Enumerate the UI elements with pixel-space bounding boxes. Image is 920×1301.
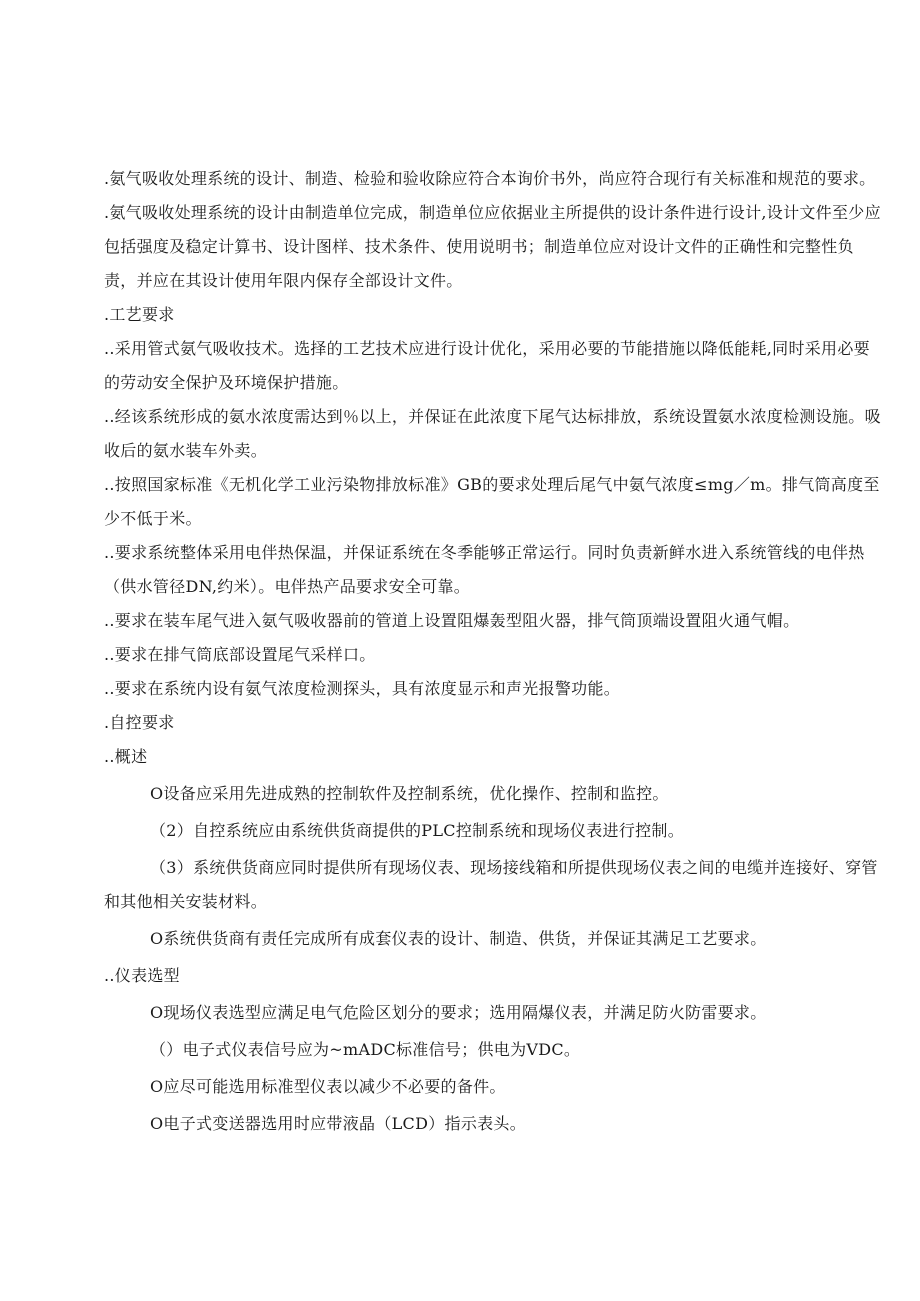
paragraph-gas-detector: ..要求在系统内设有氨气浓度检测探头，具有浓度显示和声光报警功能。: [104, 679, 621, 698]
paragraph-design-responsibility: .氨气吸收处理系统的设计由制造单位完成，制造单位应依据业主所提供的设计条件进行设计,设计文件至少应包括强度及稳定计算书、设计图样、技术条件、使用说明书；制造单位应对设计文件的正确性和完整性负责，并应在其设计使用年限内保存全部设计文件。: [104, 203, 881, 290]
paragraph-electric-tracing: ..要求系统整体采用电伴热保温，并保证系统在冬季能够正常运行。同时负责新鲜水进入系统管线的电伴热（供水管径DN,约米）。电伴热产品要求安全可靠。: [104, 543, 865, 596]
paragraph-explosion-proof: O现场仪表选型应满足电气危险区划分的要求；选用隔爆仪表，并满足防火防雷要求。: [150, 1003, 767, 1022]
paragraph-sampling-port: ..要求在排气筒底部设置尾气采样口。: [104, 645, 376, 664]
paragraph-plc-control: （2）自控系统应由系统供货商提供的PLC控制系统和现场仪表进行控制。: [150, 821, 685, 840]
paragraph-tube-absorption: ..采用管式氨气吸收技术。选择的工艺技术应进行设计优化，采用必要的节能措施以降低能耗,同时采用必要的劳动安全保护及环境保护措施。: [104, 339, 870, 392]
heading-instrument-selection: ..仪表选型: [104, 966, 180, 985]
paragraph-flame-arrester: ..要求在装车尾气进入氨气吸收器前的管道上设置阻爆轰型阻火器，排气筒顶端设置阻火通气帽。: [104, 611, 800, 630]
heading-overview: ..概述: [104, 747, 148, 766]
paragraph-general-standards: .氨气吸收处理系统的设计、制造、检验和验收除应符合本询价书外，尚应符合现行有关标准和规范的要求。: [104, 169, 876, 188]
paragraph-control-software: O设备应采用先进成熟的控制软件及控制系统，优化操作、控制和监控。: [150, 784, 669, 803]
paragraph-emission-standard: ..按照国家标准《无机化学工业污染物排放标准》GB的要求处理后尾气中氨气浓度≤mg／m。排气筒高度至少不低于米。: [104, 475, 880, 528]
paragraph-supplier-cables: （3）系统供货商应同时提供所有现场仪表、现场接线箱和所提供现场仪表之间的电缆并连接好、穿管和其他相关安装材料。: [104, 858, 878, 911]
paragraph-standard-instruments: O应尽可能选用标准型仪表以减少不必要的备件。: [150, 1077, 506, 1096]
paragraph-supplier-responsibility: O系统供货商有责任完成所有成套仪表的设计、制造、供货，并保证其满足工艺要求。: [150, 929, 767, 948]
heading-process-requirements: .工艺要求: [104, 305, 175, 324]
paragraph-signal-standard: （）电子式仪表信号应为~mADC标准信号；供电为VDC。: [150, 1040, 581, 1059]
document-body: [104, 162, 884, 1141]
paragraph-lcd-indicator: O电子式变送器选用时应带液晶（LCD）指示表头。: [150, 1114, 527, 1133]
paragraph-ammonia-concentration: ..经该系统形成的氨水浓度需达到％以上，并保证在此浓度下尾气达标排放，系统设置氨水浓度检测设施。吸收后的氨水装车外卖。: [104, 407, 881, 460]
heading-control-requirements: .自控要求: [104, 713, 175, 732]
